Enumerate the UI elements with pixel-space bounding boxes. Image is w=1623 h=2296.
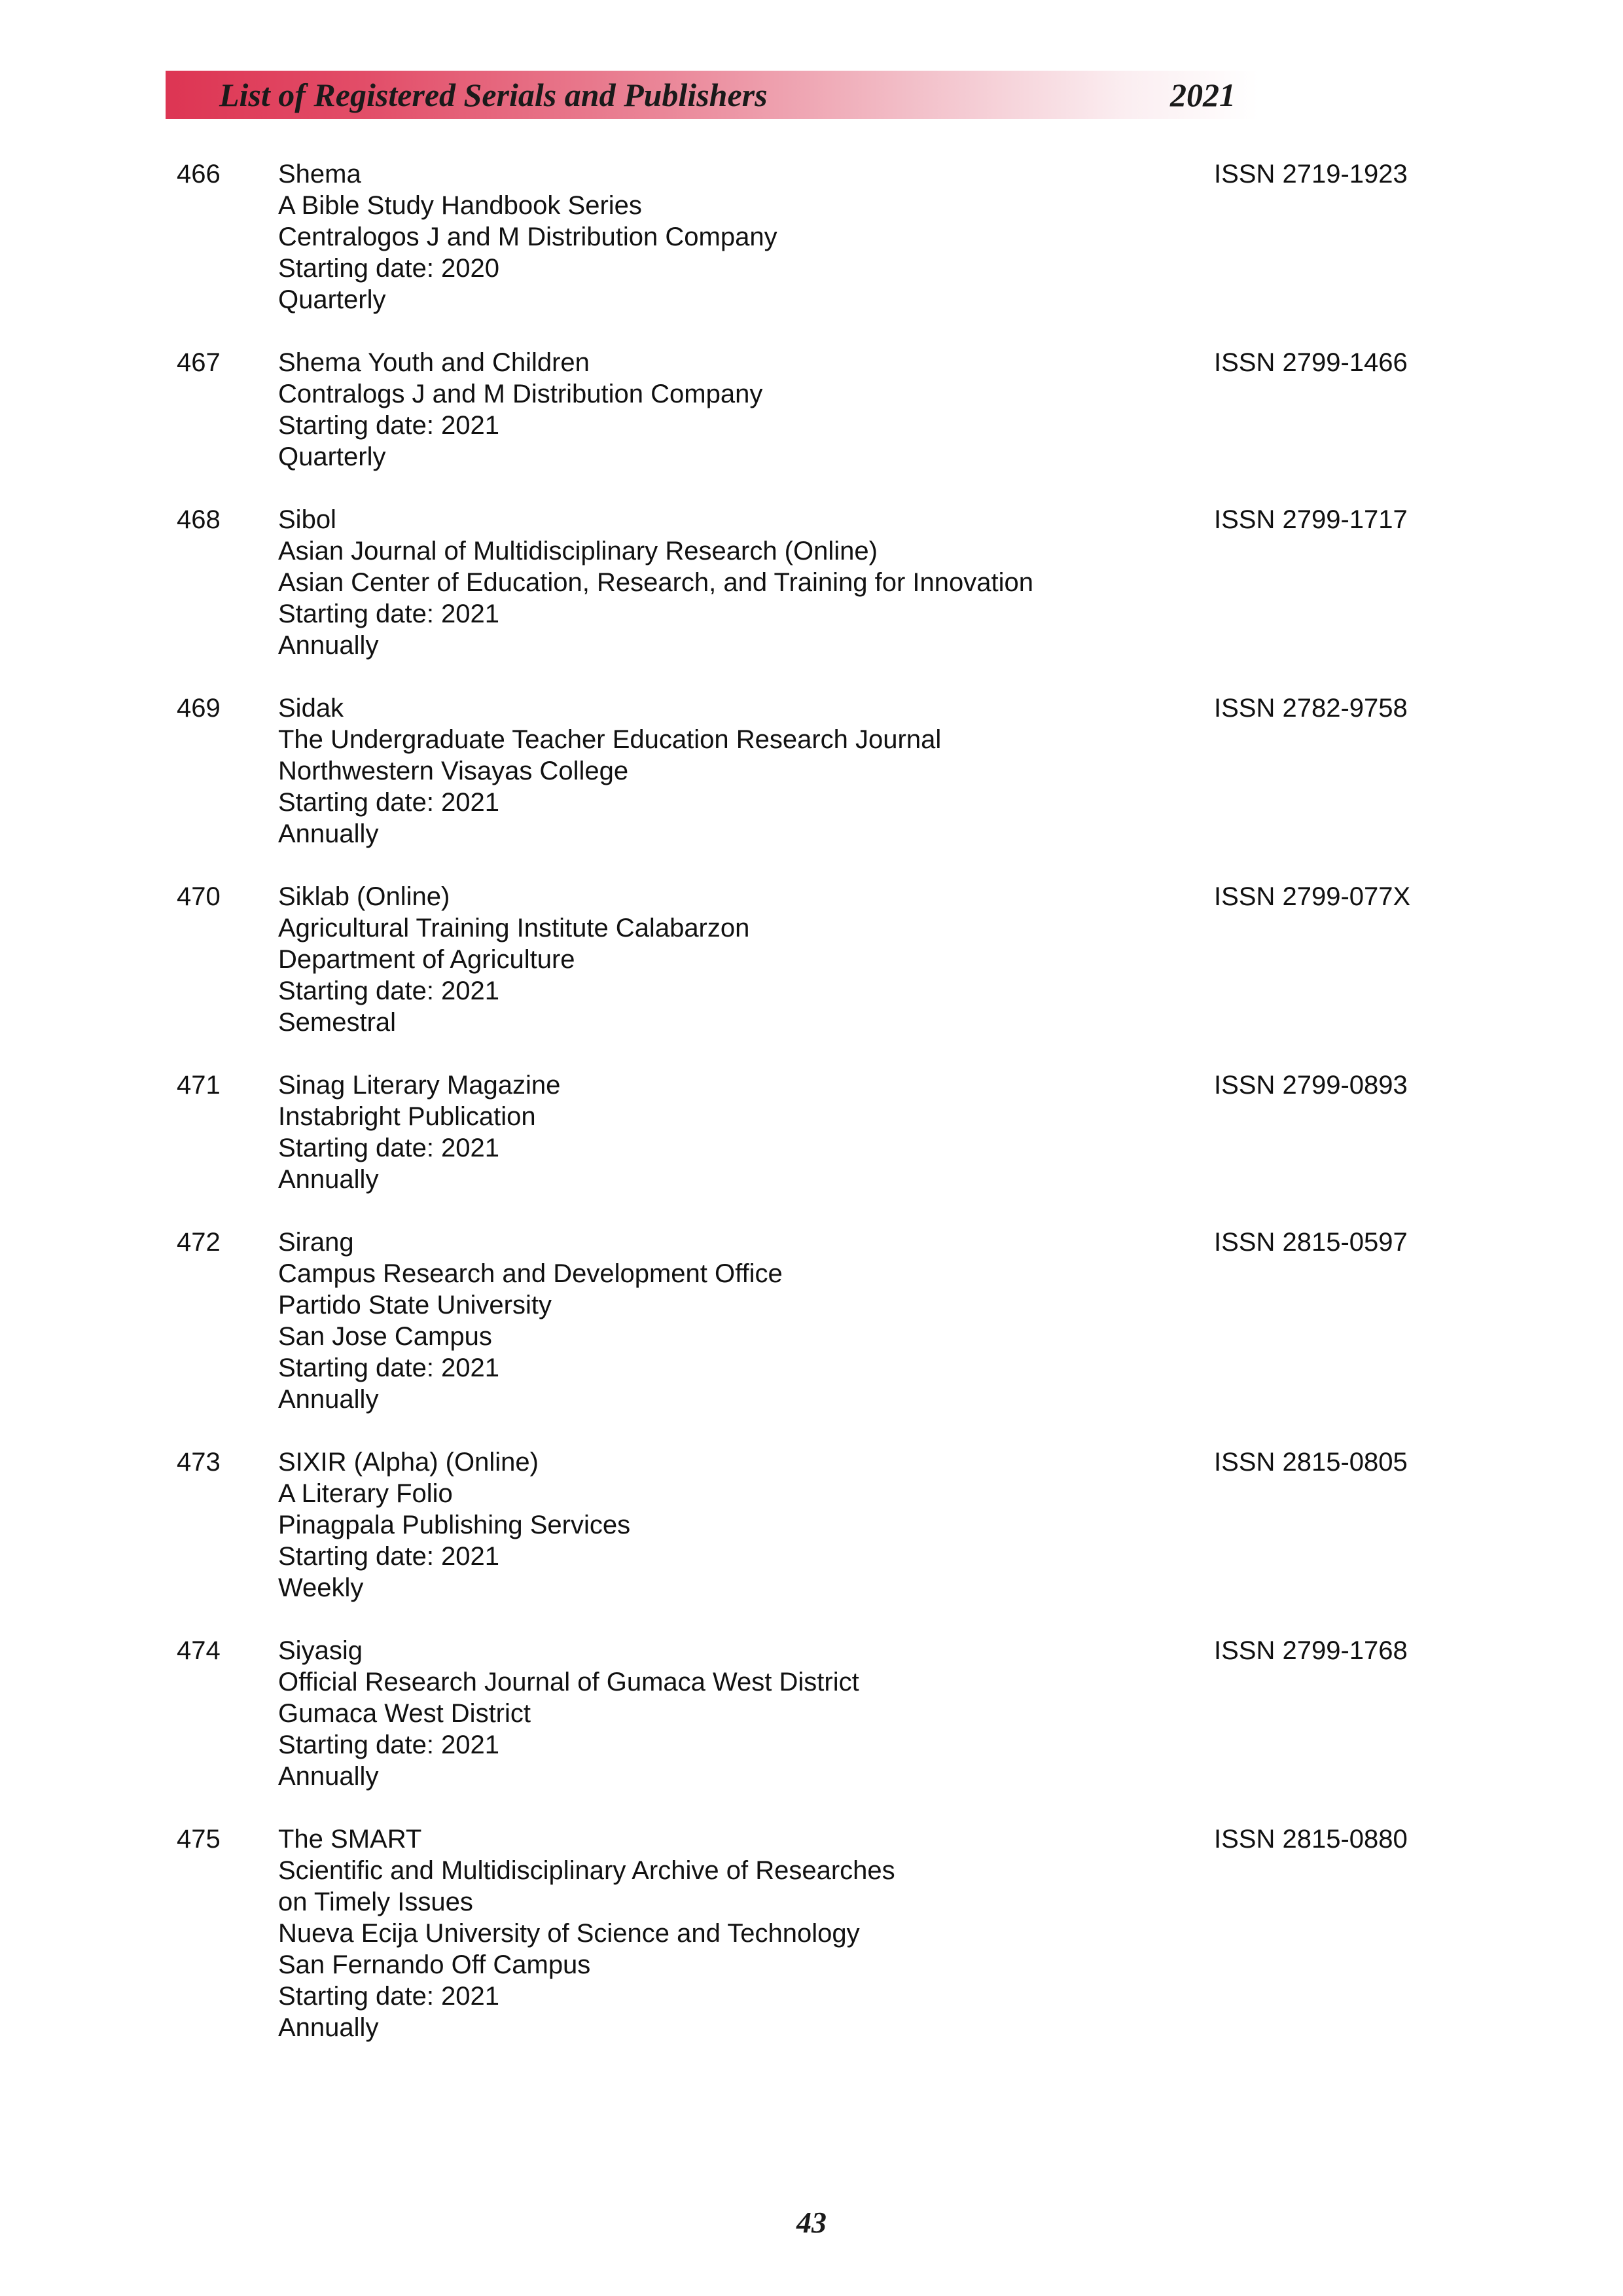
- entry-details: [278, 1227, 1623, 1415]
- entry-detail-line: Quarterly: [278, 285, 386, 314]
- entry-detail-line: San Fernando Off Campus: [278, 1950, 591, 1979]
- entry-title: Siklab (Online): [278, 882, 450, 911]
- entry-detail-line: Annually: [278, 1165, 379, 1194]
- entry-detail-line: The Undergraduate Teacher Education Research Journal: [278, 725, 942, 754]
- entry-number: 475: [177, 1825, 221, 1854]
- header-year: 2021: [1170, 77, 1236, 113]
- entry-detail-line: A Bible Study Handbook Series: [278, 191, 642, 220]
- entry-detail-line: Nueva Ecija University of Science and Technology: [278, 1919, 860, 1948]
- entry-detail-line: Quarterly: [278, 442, 386, 471]
- entry-detail-line: Gumaca West District: [278, 1699, 531, 1728]
- entry-detail-line: Contralogs J and M Distribution Company: [278, 380, 763, 408]
- entry-detail-line: Asian Journal of Multidisciplinary Research (Online): [278, 537, 878, 565]
- entry-detail-line: Annually: [278, 2013, 379, 2042]
- serial-entry: [0, 692, 1623, 850]
- serial-entry: [0, 347, 1623, 473]
- entry-detail-line: San Jose Campus: [278, 1322, 492, 1351]
- entry-title: Shema: [278, 160, 361, 188]
- entry-detail-line: Instabright Publication: [278, 1102, 536, 1131]
- serial-entry: [0, 1227, 1623, 1415]
- entry-detail-line: Annually: [278, 631, 379, 660]
- entry-number: 469: [177, 694, 221, 723]
- serial-entry: [0, 504, 1623, 661]
- entry-issn: ISSN 2799-077X: [1214, 882, 1411, 911]
- entry-number: 474: [177, 1636, 221, 1665]
- entry-detail-line: Starting date: 2020: [278, 254, 500, 283]
- serial-entry: [0, 1069, 1623, 1195]
- entry-details: [278, 1823, 1623, 2043]
- entry-title: Siyasig: [278, 1636, 363, 1665]
- entry-details: [278, 1069, 1623, 1195]
- entry-issn: ISSN 2799-1768: [1214, 1636, 1408, 1665]
- entry-issn: ISSN 2815-0805: [1214, 1448, 1408, 1477]
- entry-details: [278, 881, 1623, 1038]
- serials-list: [0, 158, 1623, 2075]
- entry-issn: ISSN 2799-1466: [1214, 348, 1408, 377]
- entry-title: SIXIR (Alpha) (Online): [278, 1448, 539, 1477]
- entry-details: [278, 1635, 1623, 1792]
- entry-detail-line: Department of Agriculture: [278, 945, 575, 974]
- entry-details: [278, 1446, 1623, 1604]
- entry-detail-line: Asian Center of Education, Research, and Training for Innovation: [278, 568, 1034, 597]
- entry-details: [278, 692, 1623, 850]
- entry-detail-line: Starting date: 2021: [278, 1542, 500, 1571]
- entry-title: Sirang: [278, 1228, 354, 1257]
- entry-title: Sinag Literary Magazine: [278, 1071, 561, 1100]
- entry-detail-line: A Literary Folio: [278, 1479, 453, 1508]
- entry-detail-line: Starting date: 2021: [278, 977, 500, 1005]
- entry-issn: ISSN 2782-9758: [1214, 694, 1408, 723]
- entry-detail-line: Annually: [278, 819, 379, 848]
- entry-detail-line: Starting date: 2021: [278, 1134, 500, 1162]
- entry-issn: ISSN 2815-0597: [1214, 1228, 1408, 1257]
- serial-entry: [0, 158, 1623, 315]
- entry-detail-line: Scientific and Multidisciplinary Archive of Researches: [278, 1856, 895, 1885]
- entry-details: [278, 158, 1623, 315]
- entry-issn: ISSN 2815-0880: [1214, 1825, 1408, 1854]
- header-title: List of Registered Serials and Publishers: [219, 77, 768, 113]
- entry-detail-line: Pinagpala Publishing Services: [278, 1511, 631, 1539]
- entry-detail-line: Starting date: 2021: [278, 1982, 500, 2011]
- entry-title: The SMART: [278, 1825, 422, 1854]
- entry-details: [278, 504, 1623, 661]
- entry-number: 467: [177, 348, 221, 377]
- entry-detail-line: Campus Research and Development Office: [278, 1259, 783, 1288]
- entry-detail-line: Official Research Journal of Gumaca West District: [278, 1668, 859, 1696]
- entry-detail-line: Starting date: 2021: [278, 1731, 500, 1759]
- entry-detail-line: Starting date: 2021: [278, 600, 500, 628]
- entry-detail-line: Agricultural Training Institute Calabarzon: [278, 914, 750, 942]
- serial-entry: [0, 1823, 1623, 2043]
- entry-issn: ISSN 2799-1717: [1214, 505, 1408, 534]
- entry-detail-line: Annually: [278, 1762, 379, 1791]
- entry-number: 472: [177, 1228, 221, 1257]
- entry-details: [278, 347, 1623, 473]
- entry-detail-line: Weekly: [278, 1573, 364, 1602]
- entry-detail-line: Annually: [278, 1385, 379, 1414]
- entry-detail-line: Starting date: 2021: [278, 788, 500, 817]
- entry-title: Shema Youth and Children: [278, 348, 590, 377]
- entry-number: 473: [177, 1448, 221, 1477]
- entry-detail-line: on Timely Issues: [278, 1888, 473, 1916]
- serial-entry: [0, 1635, 1623, 1792]
- page-number: 43: [796, 2206, 827, 2239]
- entry-number: 466: [177, 160, 221, 188]
- entry-detail-line: Semestral: [278, 1008, 397, 1037]
- entry-title: Sibol: [278, 505, 336, 534]
- entry-number: 468: [177, 505, 221, 534]
- entry-detail-line: Partido State University: [278, 1291, 552, 1319]
- entry-number: 470: [177, 882, 221, 911]
- entry-number: 471: [177, 1071, 221, 1100]
- entry-detail-line: Starting date: 2021: [278, 1354, 500, 1382]
- entry-detail-line: Northwestern Visayas College: [278, 757, 629, 785]
- entry-issn: ISSN 2799-0893: [1214, 1071, 1408, 1100]
- entry-detail-line: Starting date: 2021: [278, 411, 500, 440]
- serial-entry: [0, 881, 1623, 1038]
- entry-detail-line: Centralogos J and M Distribution Company: [278, 223, 777, 251]
- entry-issn: ISSN 2719-1923: [1214, 160, 1408, 188]
- serial-entry: [0, 1446, 1623, 1604]
- entry-title: Sidak: [278, 694, 344, 723]
